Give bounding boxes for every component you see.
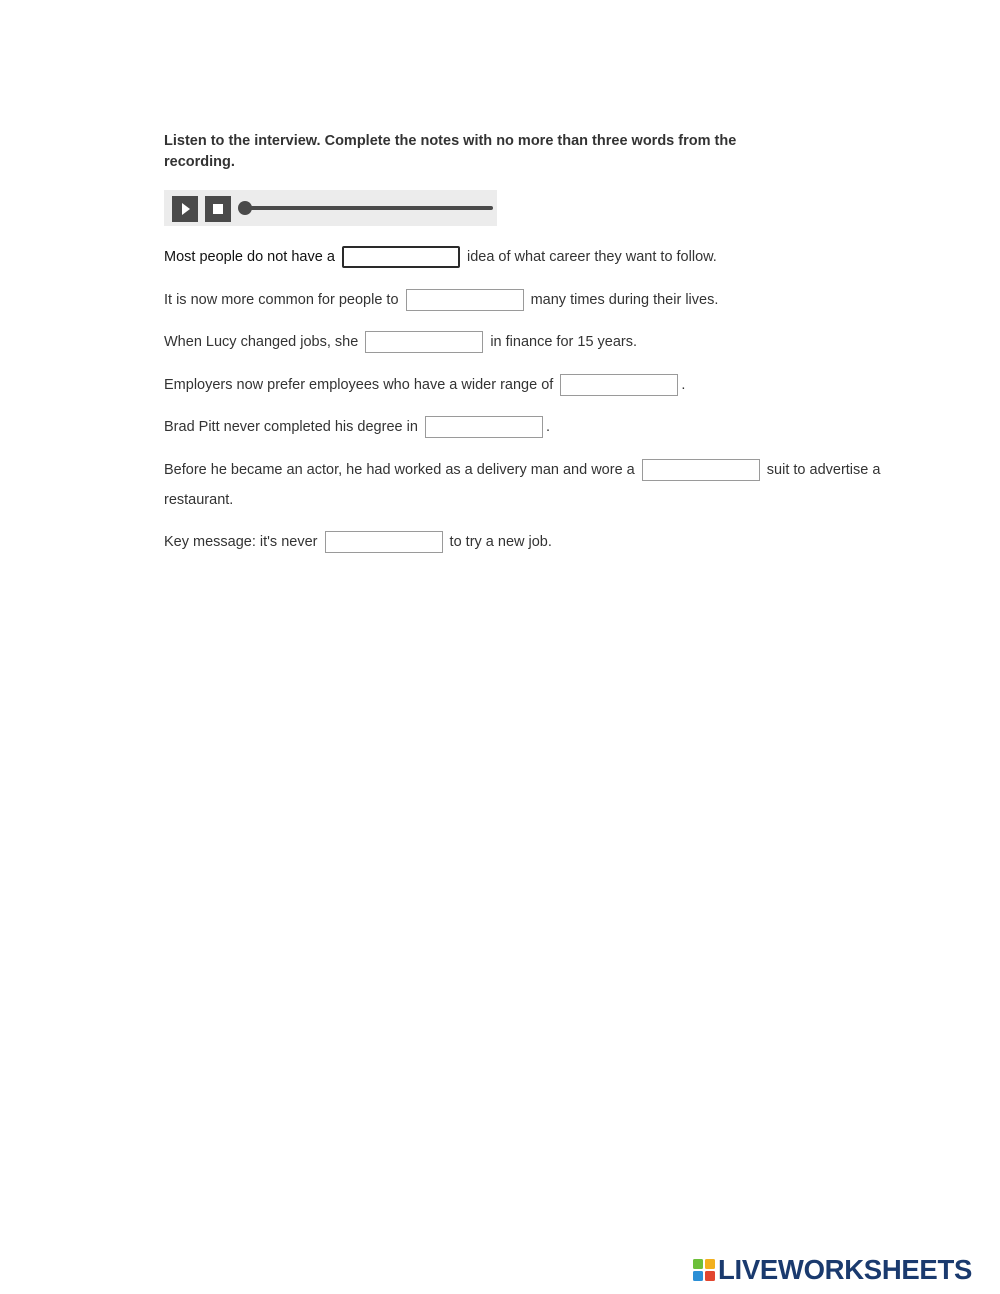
play-icon [172,196,198,222]
sentence-4-before: Employers now prefer employees who have a wider range of [164,377,554,394]
sentence-7-after: to try a new job. [449,534,552,551]
sentence-6-after: suit to advertise a [766,462,881,479]
sentence-3 [164,330,637,354]
sentence-5 [164,415,550,439]
sentence-2-before: It is now more common for people to [164,292,399,309]
sentence-4-after: . [681,377,686,394]
stop-button[interactable] [205,196,231,222]
sentence-1 [164,245,717,269]
sentence-5-before: Brad Pitt never completed his degree in [164,419,418,436]
sentence-7-before: Key message: it's never [164,534,318,551]
sentence-4 [164,373,685,397]
audio-player [164,190,497,226]
sentence-7 [164,530,552,554]
play-button[interactable] [172,196,198,222]
sentence-2-after: many times during their lives. [530,292,719,309]
liveworksheets-logo [693,1254,972,1286]
instructions-text: Listen to the interview. Complete the notes with no more than three words from the recording. [164,133,737,170]
answer-field-4[interactable] [560,374,678,396]
sentence-6-continuation-text: restaurant. [164,492,234,509]
progress-track[interactable] [244,206,493,210]
logo-text: LIVEWORKSHEETS [718,1254,973,1285]
sentence-6-before: Before he became an actor, he had worked as a delivery man and wore a [164,462,635,479]
sentence-5-after: . [545,419,550,436]
sentence-6 [164,458,880,482]
answer-field-2[interactable] [406,289,524,311]
sentence-1-after: idea of what career they want to follow. [466,249,717,266]
answer-field-3[interactable] [365,331,483,353]
progress-handle[interactable] [238,201,252,215]
sentence-6-continuation [164,488,233,512]
sentence-3-before: When Lucy changed jobs, she [164,334,359,351]
answer-field-6[interactable] [642,459,760,481]
answer-field-1[interactable] [342,246,460,268]
stop-icon [205,196,231,222]
sentence-2 [164,288,718,312]
logo-mark-icon [693,1259,715,1281]
sentence-1-before: Most people do not have a [164,249,335,266]
sentence-3-after: in finance for 15 years. [490,334,638,351]
answer-field-7[interactable] [325,531,443,553]
answer-field-5[interactable] [425,416,543,438]
